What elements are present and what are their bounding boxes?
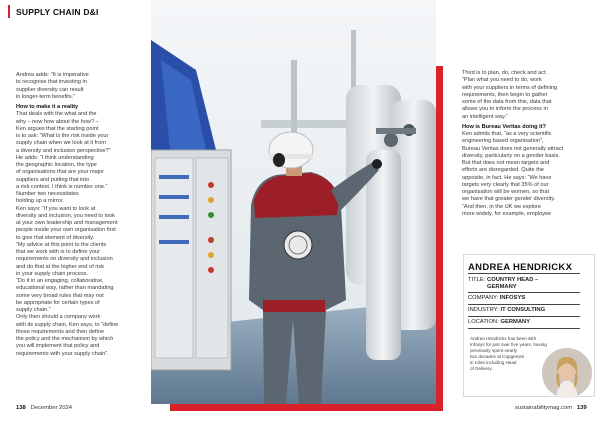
profile-company-row — [468, 295, 525, 301]
right-page-number: 139 — [577, 405, 587, 411]
left-para-2: That deals with the what and the why – now how about the how? – Ken argues that the starting point is to ask: “What is the risk inside your supply chain when we look at it from a diversity and inclusion perspective?” He adds: “I think understanding the geographic location, the type of organisations that are your major suppliers and putting that into a risk context. I think is number one.” Number two necessitates holding up a mirror. Ken says: “If you want to look at diversity and inclusion, you need to look at your own leadership and management people inside your own organisation first to give that element of diversity. “My advice at this point to the clients that we work with is to define your requirements on diversity and inclusion and do that at the higher end of risk in your supply chain process. “Do it in an engaging, collaborative, educational way, rather than mandating some very broad rules that may not be appropriate for certain types of supply chain.” Only then should a company work with its supply chain, Ken says, to “define those requirements and then define the policy and the mechanism by which you will implement that policy and requirements with your supply chain”. — [16, 111, 119, 357]
avatar-portrait — [542, 348, 592, 398]
left-subheading: How to make it a reality — [16, 104, 79, 110]
profile-location-value: GERMANY — [500, 319, 531, 325]
profile-location-label: LOCATION: — [468, 319, 499, 325]
feature-photo-worker-in-facility — [151, 0, 436, 404]
profile-industry-label: INDUSTRY: — [468, 307, 499, 313]
footer-right — [515, 405, 587, 411]
left-para-1: Andrea adds: “It is imperative to recognise that investing in supplier diversity can result in longer-term benefits.” — [16, 72, 89, 100]
issue-date: December 2024 — [30, 405, 72, 411]
section-accent-bar — [8, 5, 10, 18]
footer-left — [16, 405, 72, 411]
profile-divider — [468, 273, 580, 274]
section-title: SUPPLY CHAIN D&I — [16, 7, 99, 17]
right-para-1: Third is to plan, do, check and act. “Plan what you need to do, work with your suppliers in terms of defining requirements, then begin to gather some of the data from this, data that allows you to inform the process in an intelligent way.” — [462, 70, 558, 120]
profile-location-row — [468, 319, 530, 325]
profile-title-label: TITLE: — [468, 277, 486, 283]
site-name: sustainabilitymag.com — [515, 405, 573, 411]
profile-name: ANDREA HENDRICKX — [468, 262, 573, 273]
profile-divider — [468, 328, 580, 329]
profile-avatar — [542, 348, 592, 398]
profile-industry-value: IT CONSULTING — [500, 307, 546, 313]
right-para-2: Ken admits that, “as a very scientific engineering based organisation”, Bureau Veritas does not generally attract diversity, particularly on a gender basis. But that does not mean targets and efforts are disregarded. Quite the opposite, in fact. He says: “We have targets very clearly that 35% of our organisation will be women, so that we have that greater gender diversity. “And then, in the UK we explore more widely, for example, employee — [462, 131, 564, 217]
profile-company-value: INFOSYS — [499, 295, 526, 301]
profile-company-label: COMPANY: — [468, 295, 499, 301]
profile-divider — [468, 316, 580, 317]
profile-title-row — [468, 277, 538, 291]
profile-divider — [468, 292, 580, 293]
profile-industry-row — [468, 307, 545, 313]
profile-divider — [468, 304, 580, 305]
photo-illustration — [151, 0, 436, 404]
right-text-column — [462, 70, 592, 218]
profile-title-value: COUNTRY HEAD – GERMANY — [487, 277, 539, 290]
profile-bio: Andrea Hendrickx has been with Infosys for just over five years, having previously spent nearly two decades at Capgemini in roles including Head of Delivery. — [470, 336, 547, 371]
right-subheading: How is Bureau Veritas doing it? — [462, 123, 546, 130]
left-page-number: 138 — [16, 405, 26, 411]
left-text-column — [16, 72, 146, 358]
